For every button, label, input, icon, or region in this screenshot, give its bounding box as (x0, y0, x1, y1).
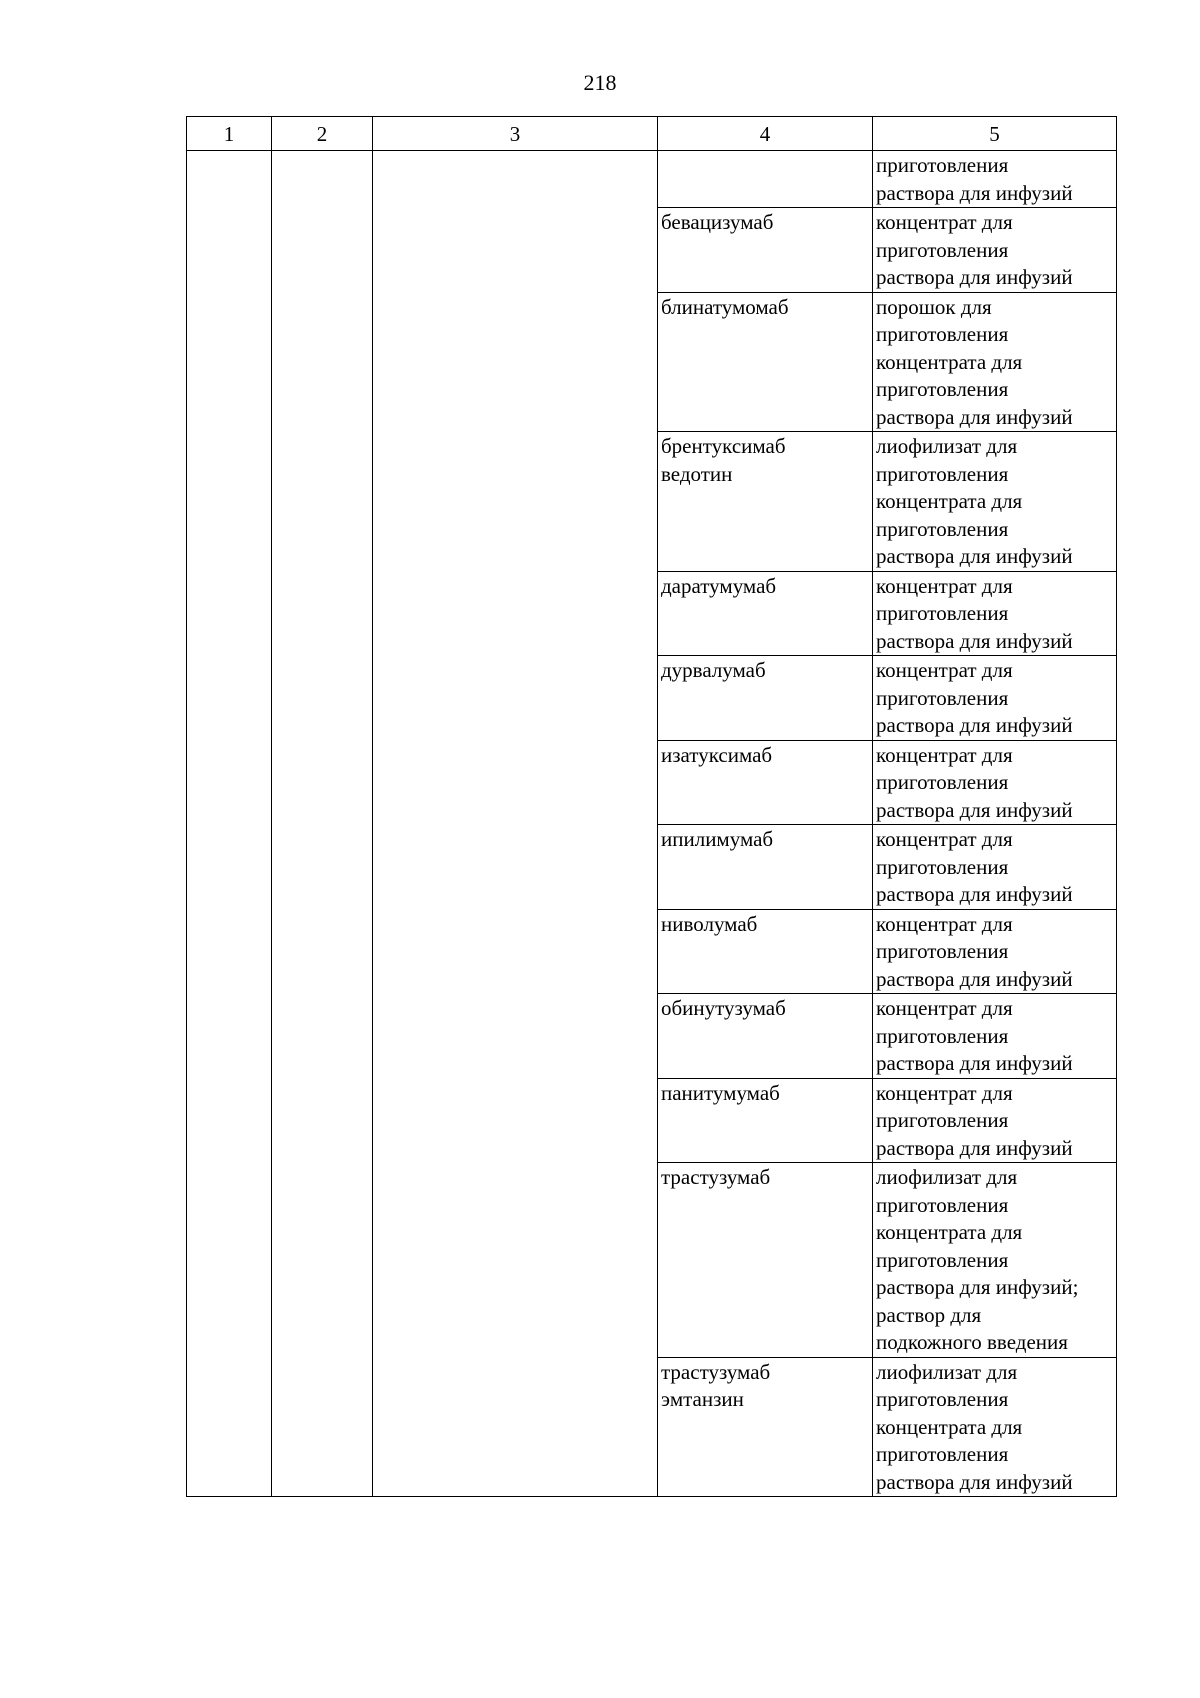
drug-name: трастузумаб (658, 1163, 873, 1358)
dosage-form: концентрат для приготовления раствора для инфузий (873, 208, 1117, 293)
dosage-form: концентрат для приготовления раствора для инфузий (873, 740, 1117, 825)
drug-name: ипилимумаб (658, 825, 873, 910)
dosage-form: концентрат для приготовления раствора для инфузий (873, 994, 1117, 1079)
drug-name: бевацизумаб (658, 208, 873, 293)
drug-name: дурвалумаб (658, 656, 873, 741)
dosage-form: лиофилизат для приготовления концентрата для приготовления раствора для инфузий (873, 432, 1117, 572)
cell-col-3 (373, 151, 658, 1497)
drug-name: блинатумомаб (658, 292, 873, 432)
dosage-form: порошок для приготовления концентрата для приготовления раствора для инфузий (873, 292, 1117, 432)
dosage-form: лиофилизат для приготовления концентрата для приготовления раствора для инфузий (873, 1357, 1117, 1497)
drug-name: обинутузумаб (658, 994, 873, 1079)
dosage-form: концентрат для приготовления раствора для инфузий (873, 909, 1117, 994)
header-col-4: 4 (658, 117, 873, 151)
header-row (187, 117, 1117, 151)
drug-table (186, 116, 1117, 1497)
drug-name: брентуксимаб ведотин (658, 432, 873, 572)
dosage-form: лиофилизат для приготовления концентрата для приготовления раствора для инфузий; раствор для подкожного введения (873, 1163, 1117, 1358)
table-row (187, 151, 1117, 208)
drug-name: изатуксимаб (658, 740, 873, 825)
cell-col-1 (187, 151, 272, 1497)
cell-col-2 (272, 151, 373, 1497)
header-col-3: 3 (373, 117, 658, 151)
drug-name (658, 151, 873, 208)
header-col-1: 1 (187, 117, 272, 151)
header-col-5: 5 (873, 117, 1117, 151)
header-col-2: 2 (272, 117, 373, 151)
dosage-form: концентрат для приготовления раствора для инфузий (873, 571, 1117, 656)
dosage-form: концентрат для приготовления раствора для инфузий (873, 1078, 1117, 1163)
dosage-form: концентрат для приготовления раствора для инфузий (873, 825, 1117, 910)
dosage-form: приготовления раствора для инфузий (873, 151, 1117, 208)
drug-name: даратумумаб (658, 571, 873, 656)
drug-name: трастузумаб эмтанзин (658, 1357, 873, 1497)
page-number: 218 (583, 70, 617, 95)
dosage-form: концентрат для приготовления раствора для инфузий (873, 656, 1117, 741)
drug-name: панитумумаб (658, 1078, 873, 1163)
drug-name: ниволумаб (658, 909, 873, 994)
